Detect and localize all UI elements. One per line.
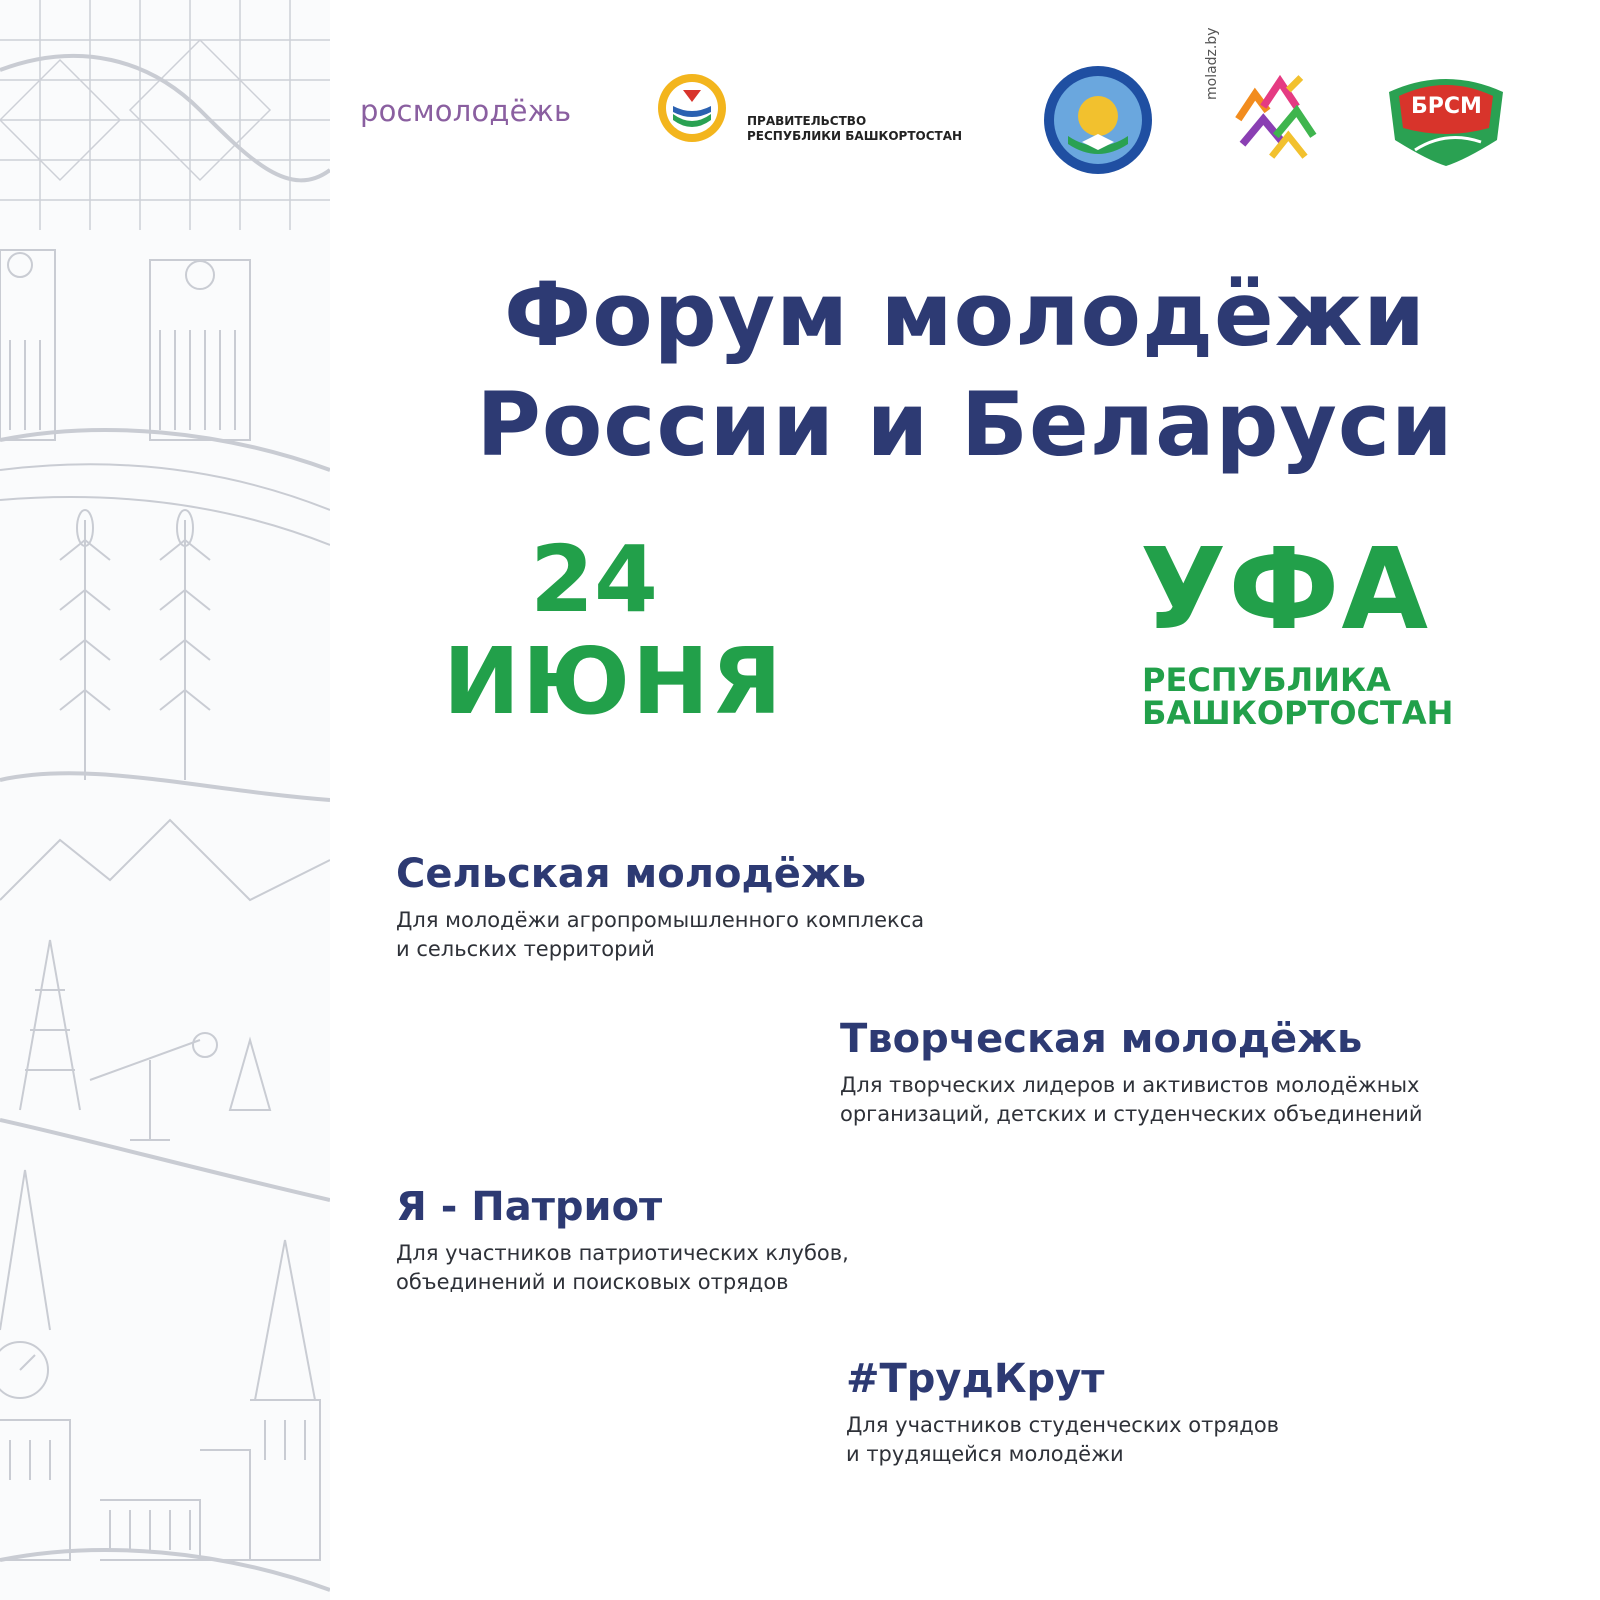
track-title: Сельская молодёжь (396, 851, 867, 897)
bashkortostan-emblem-icon (655, 70, 729, 150)
ministry-seal-icon (1042, 64, 1154, 176)
government-logo (655, 70, 995, 150)
moladz-label: moladz.by (1204, 27, 1220, 100)
track-description-line: объединений и поисковых отрядов (396, 1270, 789, 1294)
event-date-day: 24 (530, 526, 659, 633)
track-description (840, 1071, 1423, 1129)
page-title (330, 260, 1600, 480)
event-date-month: ИЮНЯ (443, 628, 784, 735)
brsm-logo (1385, 70, 1507, 168)
title-line-1: Форум молодёжи (504, 263, 1426, 366)
event-region (1142, 661, 1454, 732)
ornament-panel (0, 0, 330, 1600)
track-description (396, 1239, 849, 1297)
track-trudkrut (846, 1355, 1279, 1469)
track-description-line: Для молодёжи агропромышленного комплекса (396, 908, 925, 932)
rosmolodezh-logo: росмолодёжь (360, 94, 572, 128)
track-rural-youth (396, 850, 924, 964)
brsm-badge-icon (1385, 70, 1507, 168)
track-description (396, 906, 924, 964)
track-description-line: и сельских территорий (396, 937, 655, 961)
track-description-line: и трудящейся молодёжи (846, 1442, 1124, 1466)
event-region-line-2: БАШКОРТОСТАН (1142, 694, 1454, 732)
brsm-label: БРСМ (1411, 94, 1482, 119)
government-label-line-1: ПРАВИТЕЛЬСТВО (747, 114, 867, 128)
moladz-mark-icon (1230, 60, 1330, 170)
track-description-line: Для участников студенческих отрядов (846, 1413, 1280, 1437)
track-description-line: организаций, детских и студенческих объединений (840, 1102, 1423, 1126)
track-title: #ТрудКрут (846, 1356, 1105, 1402)
ornament-artwork (0, 0, 330, 1600)
track-description-line: Для творческих лидеров и активистов молодёжных (840, 1073, 1420, 1097)
partner-logos (330, 27, 1600, 180)
track-patriot (396, 1183, 849, 1297)
government-label-line-2: РЕСПУБЛИКИ БАШКОРТОСТАН (747, 129, 963, 143)
moladz-logo (1204, 27, 1330, 170)
track-title: Я - Патриот (396, 1184, 663, 1230)
government-label (747, 114, 962, 144)
title-line-2: России и Беларуси (476, 373, 1454, 476)
event-city: УФА (1140, 525, 1431, 655)
track-creative-youth (840, 1015, 1423, 1129)
event-region-line-1: РЕСПУБЛИКА (1142, 661, 1391, 699)
track-title: Творческая молодёжь (840, 1016, 1363, 1062)
track-description-line: Для участников патриотических клубов, (396, 1241, 849, 1265)
track-description (846, 1411, 1279, 1469)
